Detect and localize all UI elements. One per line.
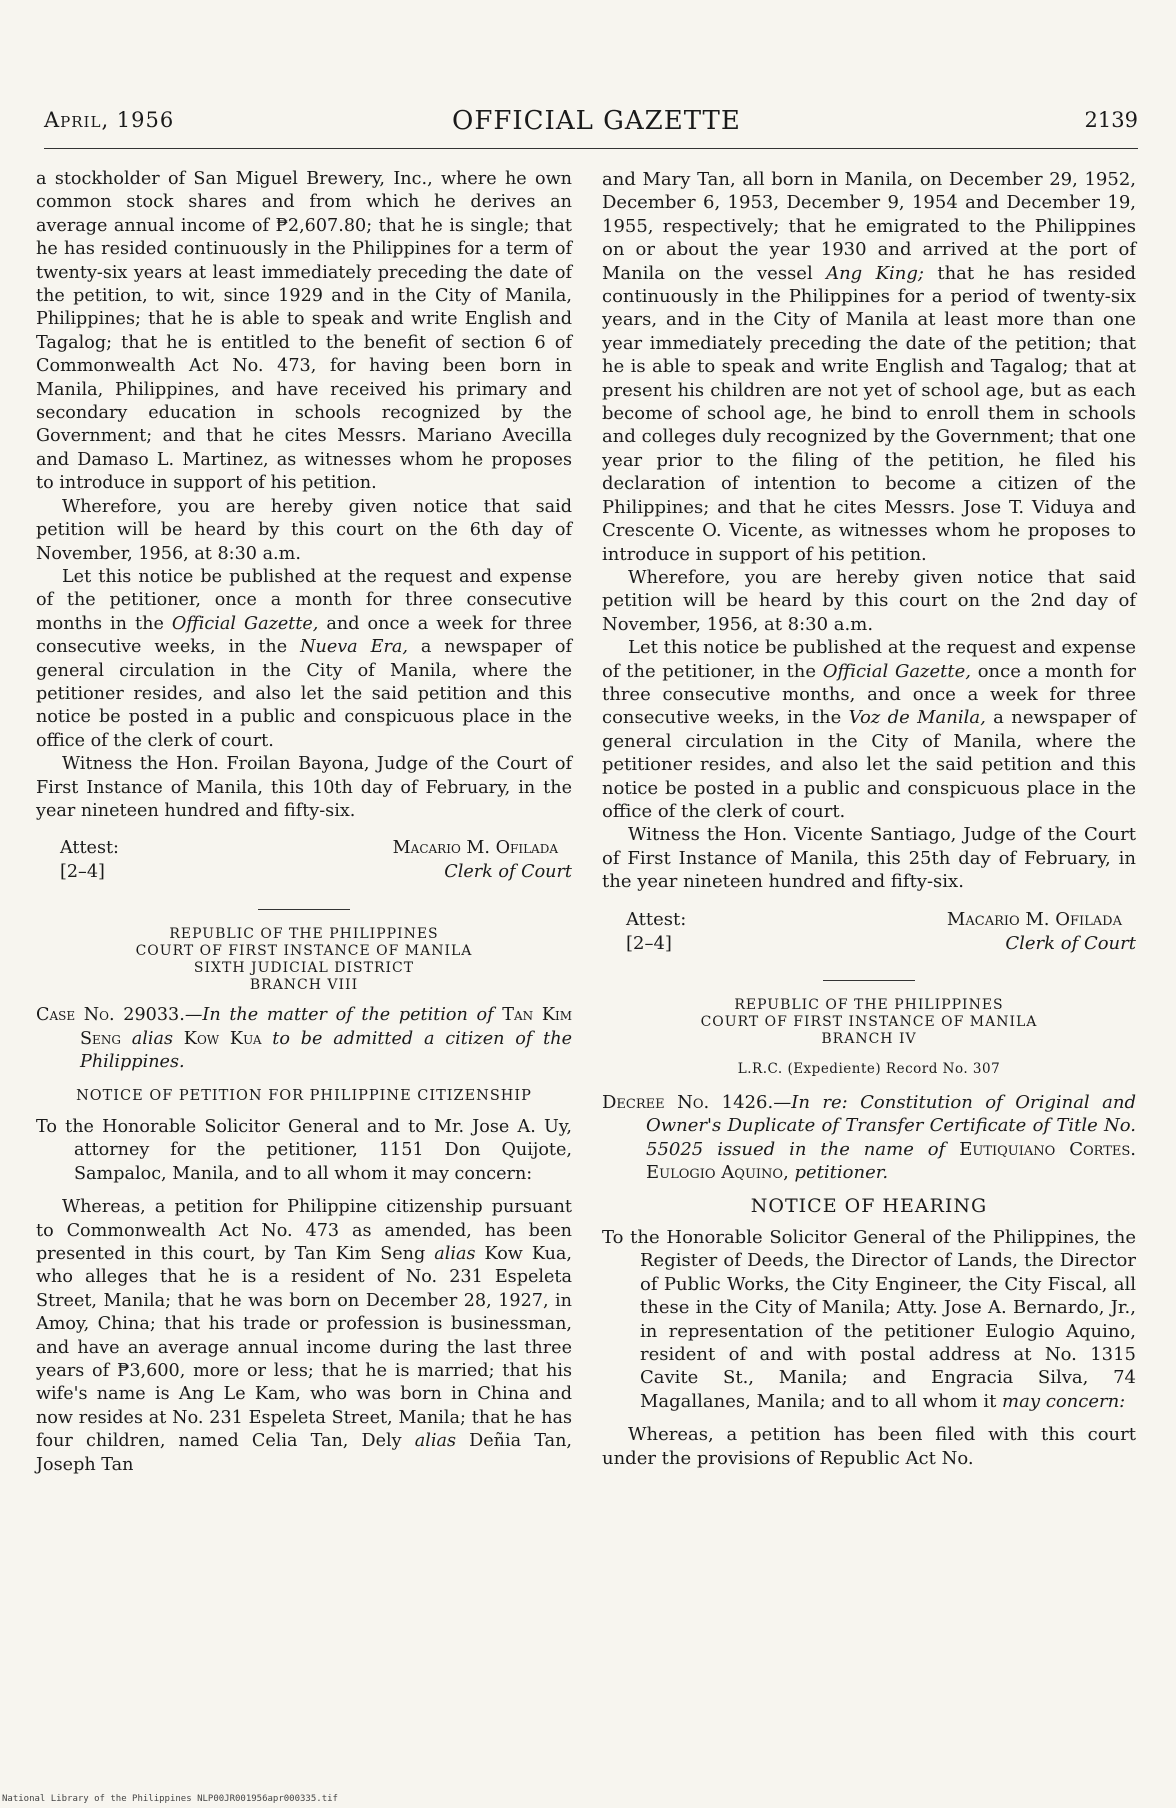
addressee: To the Honorable Solicitor General and to Mr. Jose A. Uy, attorney for the petitioner, 1151 Don Quijote, Sampaloc, Manila, and to all whom it may concern: (36, 1117, 572, 1184)
paragraph: Let this notice be published at the request and expense of the petitioner, once a month for three consecutive months in the Official Gazette, and once a week for three consecutive weeks, in the Nueva Era, a newspaper of general circulation in the City of Manila, where the petitioner resides, and also let the said petition and this notice be posted in a public and conspicuous place in the office of the clerk of court. (36, 566, 573, 751)
scan-footer: National Library of the Philippines NLP00JR001956apr000335.tif (2, 1794, 338, 1804)
record-number: L.R.C. (Expediente) Record No. 307 (737, 1060, 1001, 1077)
addressee: To the Honorable Solicitor General of the Philippines, the Register of Deeds, the Director of Lands, the Director of Public Works, the City Engineer, the City Fiscal, all these in the City of Manila; Atty. Jose A. Bernardo, Jr., in representation of the petitioner Eulogio Aquino, resident of and with postal address at No. 1315 Cavite St., Manila; and Engracia Silva, 74 Magallanes, Manila; and to all whom it may concern: (602, 1227, 1136, 1412)
section-divider (823, 980, 915, 981)
page-number: 2139 (1084, 108, 1138, 132)
case-title: Case No. 29033.—In the matter of the petition of Tan Kim Seng alias Kow Kua to be admitted a citizen of the Philippines. (36, 1005, 572, 1073)
attest-label: Attest: (60, 838, 119, 859)
paragraph: Witness the Hon. Vicente Santiago, Judge of the Court of First Instance of Manila, this 25th day of February, in the year nineteen hundred and fifty-six. (602, 824, 1136, 893)
court-heading: REPUBLIC OF THE PHILIPPINES COURT OF FIRST INSTANCE OF MANILA SIXTH JUDICIAL DISTRICT BRANCH VIII (135, 926, 473, 994)
issue-ref: [2–4] (626, 932, 672, 954)
section-divider (258, 909, 350, 910)
notice-heading: NOTICE OF HEARING (750, 1194, 988, 1217)
right-column (602, 168, 1136, 1470)
paragraph: Witness the Hon. Froilan Bayona, Judge of the Court of First Instance of Manila, this 10th day of February, in the year nineteen hundred and fifty-six. (36, 754, 572, 821)
notice-heading: NOTICE OF PETITION FOR PHILIPPINE CITIZENSHIP (76, 1087, 532, 1104)
page-header (44, 108, 1138, 148)
clerk-name: Macario M. Ofilada (946, 908, 1122, 930)
attest-label: Attest: (626, 908, 687, 930)
left-column (36, 168, 572, 1477)
issue-date: April, 1956 (44, 108, 175, 132)
paragraph: a stockholder of San Miguel Brewery, Inc., where he own common stock shares and from which he derives an average annual income of ₱2,607.80; that he is single; that he has resided continuously in the Philippines for a term of twenty-six years at least immediately preceding the date of the petition, to wit, since 1929 and in the City of Manila, Philippines; that he is able to speak and write English and Tagalog; that he is entitled to the benefit of section 6 of Commonwealth Act No. 473, for having been born in Manila, Philippines, and have received his primary and secondary education in schools recognized by the Government; and that he cites Messrs. Mariano Avecilla and Damaso L. Martinez, as witnesses whom he proposes to introduce in support of his petition. (36, 169, 572, 494)
attest-block (602, 908, 1136, 960)
decree-title: Decree No. 1426.—In re: Constitution of Original and Owner's Duplicate of Transfer Certificate of Title No. 55025 issued in the name of Eutiquiano Cortes. Eulogio Aquino, petitioner. (602, 1092, 1136, 1184)
court-heading: REPUBLIC OF THE PHILIPPINES COURT OF FIRST INSTANCE OF MANILA BRANCH IV (700, 996, 1038, 1047)
paragraph: Wherefore, you are hereby given notice that said petition will be heard by this court on the 2nd day of November, 1956, at 8:30 a.m. (602, 566, 1136, 635)
paragraph: Whereas, a petition for Philippine citizenship pursuant to Commonwealth Act No. 473 as amended, has been presented in this court, by Tan Kim Seng alias Kow Kua, who alleges that he is a resident of No. 231 Espeleta Street, Manila; that he was born on December 28, 1927, in Amoy, China; that his trade or profession is businessman, and have an average annual income during the last three years of ₱3,600, more or less; that he is married; that his wife's name is Ang Le Kam, who was born in China and now resides at No. 231 Espeleta Street, Manila; that he has four children, named Celia Tan, Dely alias Deñia Tan, Joseph Tan (36, 1197, 572, 1475)
paragraph: Wherefore, you are hereby given notice that said petition will be heard by this court on the 6th day of November, 1956, at 8:30 a.m. (36, 496, 572, 564)
paragraph: Let this notice be published at the request and expense of the petitioner, in the Official Gazette, once a month for three consecutive months, and once a week for three consecutive weeks, in the Voz de Manila, a newspaper of general circulation in the City of Manila, where the petitioner resides, and also let the said petition and this notice be posted in a public and conspicuous place in the office of the clerk of court. (602, 637, 1136, 822)
clerk-title: Clerk of Court (1005, 932, 1136, 954)
header-rule (44, 148, 1138, 149)
issue-ref: [2–4] (60, 862, 105, 883)
clerk-name: Macario M. Ofilada (392, 838, 558, 859)
paragraph: and Mary Tan, all born in Manila, on December 29, 1952, December 6, 1953, December 9, 1954 and December 19, 1955, respectively; that he emigrated to the Philippines on or about the year 1930 and arrived at the port of Manila on the vessel Ang King; that he has resided continuously in the Philippines for a period of twenty-six years, and in the City of Manila at least more than one year immediately preceding the date of the petition; that he is able to speak and write English and Tagalog; that at present his children are not yet of school age, but as each become of school age, he bind to enroll them in schools and colleges duly recognized by the Government; that one year prior to the filing of the petition, he filed his declaration of intention to become a citizen of the Philippines; and that he cites Messrs. Jose T. Viduya and Crescente O. Vicente, as witnesses whom he proposes to introduce in support of his petition. (602, 169, 1136, 565)
paragraph: Whereas, a petition has been filed with this court under the provisions of Republic Act No. (602, 1424, 1136, 1469)
clerk-title: Clerk of Court (444, 862, 572, 883)
publication-title: OFFICIAL GAZETTE (452, 106, 741, 136)
attest-block (36, 837, 572, 889)
